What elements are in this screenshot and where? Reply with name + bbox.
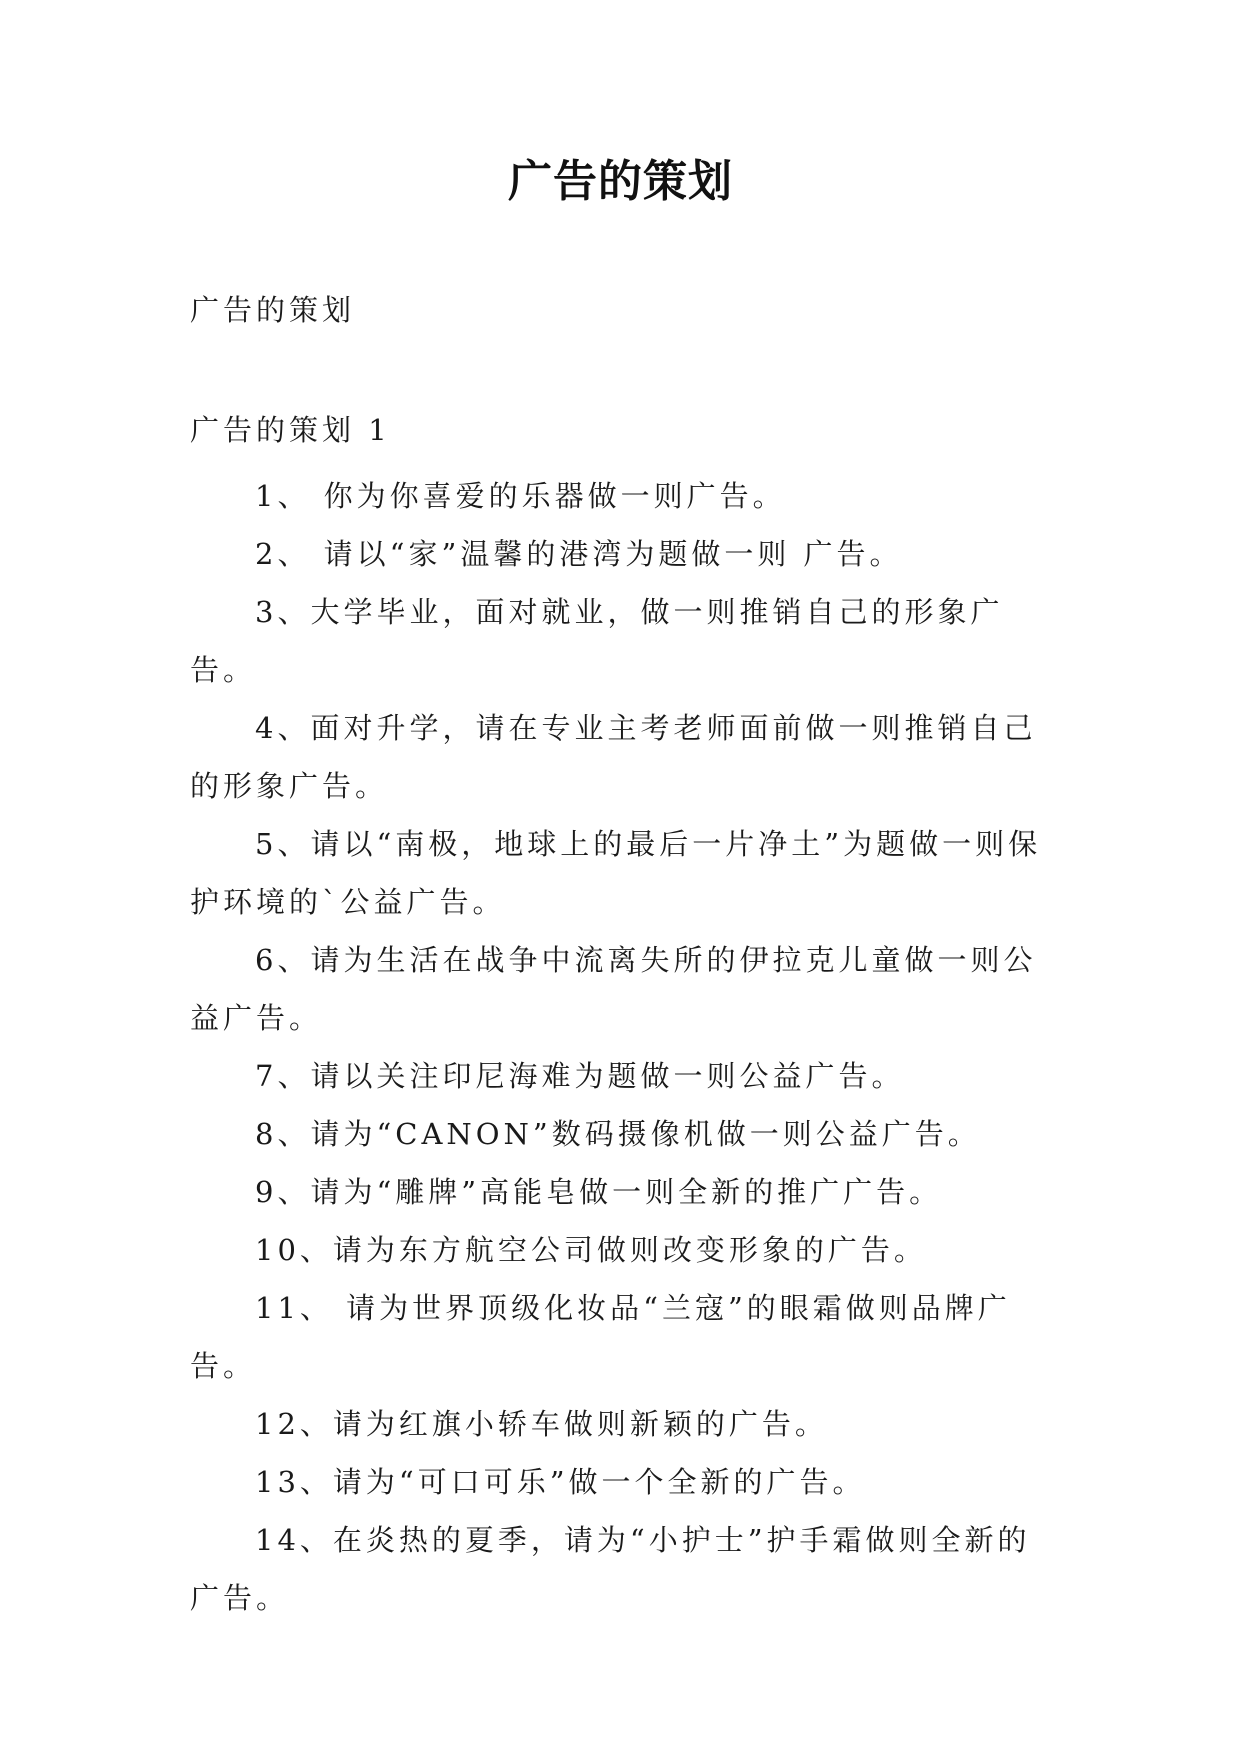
list-item: 9、请为“雕牌”高能皂做一则全新的推广广告。 (255, 1175, 943, 1209)
list-item: 2、 请以“家”温馨的港湾为题做一则 广告。 (255, 537, 903, 571)
list-item: 5、请以“南极，地球上的最后一片净土”为题做一则保护环境的`公益广告。 (190, 827, 1042, 919)
list-item: 4、面对升学，请在专业主考老师面前做一则推销自己的形象广告。 (190, 711, 1037, 803)
list-item: 12、请为红旗小轿车做则新颖的广告。 (255, 1407, 828, 1441)
list-item: 11、 请为世界顶级化妆品“兰寇”的眼霜做则品牌广告。 (190, 1291, 1011, 1383)
task-list (190, 467, 1050, 1627)
list-item: 8、请为“CANON”数码摄像机做一则公益广告。 (255, 1117, 981, 1151)
list-item: 6、请为生活在战争中流离失所的伊拉克儿童做一则公益广告。 (190, 943, 1037, 1035)
section-heading: 广告的策划 1 (190, 413, 391, 447)
list-item: 7、请以关注印尼海难为题做一则公益广告。 (255, 1059, 905, 1093)
list-item: 3、大学毕业，面对就业，做一则推销自己的形象广告。 (190, 595, 1004, 687)
document-subtitle: 广告的策划 (190, 293, 356, 327)
document-title: 广告的策划 (508, 156, 733, 207)
list-item: 13、请为“可口可乐”做一个全新的广告。 (255, 1465, 866, 1499)
list-item: 14、在炎热的夏季，请为“小护士”护手霜做则全新的广告。 (190, 1523, 1031, 1615)
list-item: 1、 你为你喜爱的乐器做一则广告。 (255, 479, 786, 513)
list-item: 10、请为东方航空公司做则改变形象的广告。 (255, 1233, 927, 1267)
